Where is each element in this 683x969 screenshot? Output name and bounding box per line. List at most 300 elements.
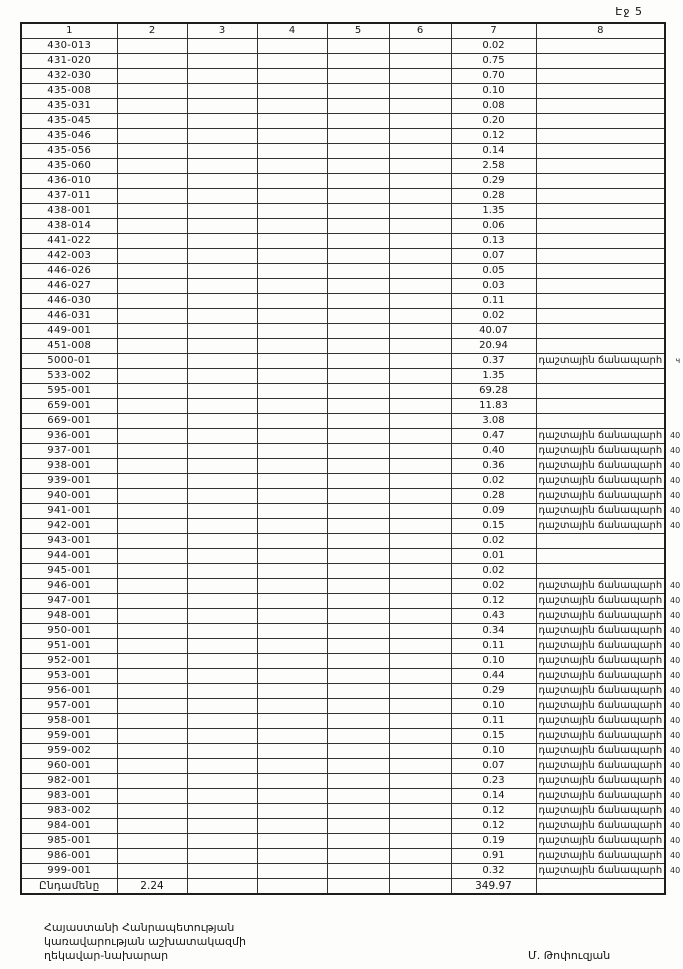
- column-header-4: 4: [257, 23, 327, 39]
- empty-cell: [257, 459, 327, 474]
- note-cell: [536, 369, 665, 384]
- empty-cell: [327, 444, 389, 459]
- code-cell: 435-060: [21, 159, 117, 174]
- note-text: դաշտային ճանապարհ: [538, 490, 663, 501]
- value-cell: 0.36: [451, 459, 536, 474]
- empty-cell: [117, 99, 187, 114]
- empty-cell: [389, 834, 451, 849]
- value-cell: 0.11: [451, 639, 536, 654]
- code-cell: 953-001: [21, 669, 117, 684]
- issuer-block: [44, 921, 246, 963]
- code-cell: 595-001: [21, 384, 117, 399]
- empty-cell: [187, 564, 257, 579]
- note-text: դաշտային ճանապարհ: [538, 835, 663, 846]
- note-cell: [536, 729, 681, 744]
- empty-cell: [187, 309, 257, 324]
- value-cell: 0.12: [451, 129, 536, 144]
- table-row: [21, 534, 665, 549]
- empty-cell: [187, 204, 257, 219]
- table-row: [21, 174, 665, 189]
- note-cell: [536, 744, 681, 759]
- empty-cell: [117, 399, 187, 414]
- issuer-line: Հայաստանի Հանրապետության: [44, 921, 235, 934]
- note-cell: [536, 834, 681, 849]
- empty-cell: [257, 219, 327, 234]
- table-row: [21, 819, 665, 834]
- empty-cell: [187, 264, 257, 279]
- note-cell: [536, 99, 665, 114]
- empty-cell: [257, 159, 327, 174]
- empty-cell: [327, 474, 389, 489]
- empty-cell: [117, 279, 187, 294]
- code-cell: 449-001: [21, 324, 117, 339]
- code-cell: 435-045: [21, 114, 117, 129]
- value-cell: 0.11: [451, 294, 536, 309]
- empty-cell: [257, 834, 327, 849]
- empty-cell: [389, 84, 451, 99]
- empty-cell: [257, 654, 327, 669]
- note-cell: [536, 429, 681, 444]
- note-cell: [536, 474, 681, 489]
- empty-cell: [327, 99, 389, 114]
- empty-cell: [389, 39, 451, 54]
- note-text: դաշտային ճանապարհ: [538, 625, 663, 636]
- empty-cell: [257, 489, 327, 504]
- empty-cell: [389, 54, 451, 69]
- empty-cell: [187, 444, 257, 459]
- table-row: [21, 294, 665, 309]
- empty-cell: [117, 429, 187, 444]
- empty-cell: [117, 204, 187, 219]
- empty-cell: [257, 879, 327, 895]
- margin-mark: 40: [669, 671, 681, 680]
- note-text: դաշտային ճանապարհ: [538, 775, 663, 786]
- empty-cell: [187, 474, 257, 489]
- table-row: [21, 804, 665, 819]
- code-cell: 959-001: [21, 729, 117, 744]
- empty-cell: [389, 474, 451, 489]
- value-cell: 11.83: [451, 399, 536, 414]
- value-cell: 0.11: [451, 714, 536, 729]
- empty-cell: [187, 114, 257, 129]
- value-cell: 0.47: [451, 429, 536, 444]
- issuer-line: կառավարության աշխատակազմի: [44, 935, 246, 948]
- note-cell: [536, 774, 681, 789]
- empty-cell: [117, 459, 187, 474]
- empty-cell: [257, 474, 327, 489]
- empty-cell: [257, 819, 327, 834]
- column-header-5: 5: [327, 23, 389, 39]
- empty-cell: [327, 399, 389, 414]
- empty-cell: [389, 204, 451, 219]
- empty-cell: [327, 744, 389, 759]
- code-cell: 945-001: [21, 564, 117, 579]
- empty-cell: [117, 174, 187, 189]
- empty-cell: [257, 324, 327, 339]
- note-cell: [536, 234, 665, 249]
- table-row: [21, 579, 665, 594]
- issuer-line: ղեկավար-նախարար: [44, 949, 169, 962]
- empty-cell: [389, 234, 451, 249]
- note-text: դաշտային ճանապարհ: [538, 640, 663, 651]
- value-cell: 0.02: [451, 534, 536, 549]
- note-cell: [536, 279, 665, 294]
- empty-cell: [187, 744, 257, 759]
- margin-mark: 40: [669, 701, 681, 710]
- value-cell: 0.05: [451, 264, 536, 279]
- empty-cell: [389, 804, 451, 819]
- code-cell: 999-001: [21, 864, 117, 879]
- empty-cell: [389, 504, 451, 519]
- note-text: դաշտային ճանապարհ: [538, 805, 663, 816]
- empty-cell: [389, 744, 451, 759]
- empty-cell: [117, 54, 187, 69]
- empty-cell: [257, 624, 327, 639]
- empty-cell: [389, 759, 451, 774]
- margin-mark: 40: [669, 461, 681, 470]
- table-row: [21, 114, 665, 129]
- code-cell: 946-001: [21, 579, 117, 594]
- empty-cell: [389, 159, 451, 174]
- empty-cell: [389, 99, 451, 114]
- empty-cell: [187, 774, 257, 789]
- empty-cell: [117, 519, 187, 534]
- empty-cell: [327, 849, 389, 864]
- table-row: [21, 39, 665, 54]
- empty-cell: [389, 879, 451, 895]
- code-cell: 533-002: [21, 369, 117, 384]
- empty-cell: [389, 579, 451, 594]
- note-text: դաշտային ճանապարհ: [538, 505, 663, 516]
- empty-cell: [257, 729, 327, 744]
- empty-cell: [187, 399, 257, 414]
- table-row: [21, 864, 665, 879]
- code-cell: 669-001: [21, 414, 117, 429]
- value-cell: 0.07: [451, 759, 536, 774]
- code-cell: 441-022: [21, 234, 117, 249]
- note-text: դաշտային ճանապարհ: [538, 460, 663, 471]
- margin-mark: 40: [669, 836, 681, 845]
- empty-cell: [327, 759, 389, 774]
- value-cell: 1.35: [451, 204, 536, 219]
- empty-cell: [187, 879, 257, 895]
- empty-cell: [257, 249, 327, 264]
- empty-cell: [257, 504, 327, 519]
- table-row: [21, 309, 665, 324]
- empty-cell: [117, 534, 187, 549]
- value-cell: 0.28: [451, 489, 536, 504]
- empty-cell: [187, 249, 257, 264]
- value-cell: 0.15: [451, 729, 536, 744]
- empty-cell: [117, 849, 187, 864]
- note-text: դաշտային ճանապարհ: [538, 850, 663, 861]
- empty-cell: [327, 804, 389, 819]
- empty-cell: [389, 189, 451, 204]
- value-cell: 40.07: [451, 324, 536, 339]
- note-cell: [536, 174, 665, 189]
- note-cell: [536, 219, 665, 234]
- code-cell: 451-008: [21, 339, 117, 354]
- note-cell: [536, 849, 681, 864]
- empty-cell: [257, 849, 327, 864]
- empty-cell: [117, 579, 187, 594]
- empty-cell: [327, 879, 389, 895]
- note-text: դաշտային ճանապարհ: [538, 475, 663, 486]
- empty-cell: [187, 849, 257, 864]
- value-cell: 0.29: [451, 684, 536, 699]
- empty-cell: [117, 354, 187, 369]
- note-cell: [536, 84, 665, 99]
- empty-cell: [257, 534, 327, 549]
- code-cell: 986-001: [21, 849, 117, 864]
- empty-cell: [117, 69, 187, 84]
- empty-cell: [257, 144, 327, 159]
- empty-cell: [117, 384, 187, 399]
- empty-cell: [187, 84, 257, 99]
- empty-cell: [187, 504, 257, 519]
- empty-cell: [257, 864, 327, 879]
- value-cell: 0.12: [451, 819, 536, 834]
- empty-cell: [389, 144, 451, 159]
- empty-cell: [257, 519, 327, 534]
- note-cell: [536, 354, 681, 369]
- margin-mark: 40: [669, 431, 681, 440]
- empty-cell: [257, 684, 327, 699]
- empty-cell: [187, 339, 257, 354]
- note-cell: [536, 609, 681, 624]
- signature: Մ. Թոփուզյան: [528, 949, 611, 962]
- empty-cell: [117, 819, 187, 834]
- empty-cell: [117, 474, 187, 489]
- code-cell: 983-001: [21, 789, 117, 804]
- note-cell: [536, 714, 681, 729]
- empty-cell: [117, 369, 187, 384]
- code-cell: 960-001: [21, 759, 117, 774]
- header-row: [21, 23, 665, 39]
- empty-cell: [117, 669, 187, 684]
- empty-cell: [187, 189, 257, 204]
- empty-cell: [117, 39, 187, 54]
- code-cell: 939-001: [21, 474, 117, 489]
- value-cell: 0.10: [451, 84, 536, 99]
- table-row: [21, 264, 665, 279]
- table-row: [21, 849, 665, 864]
- table-row: [21, 204, 665, 219]
- empty-cell: [327, 279, 389, 294]
- table-row: [21, 774, 665, 789]
- table-row: [21, 219, 665, 234]
- empty-cell: [327, 174, 389, 189]
- empty-cell: [187, 579, 257, 594]
- empty-cell: [257, 594, 327, 609]
- empty-cell: [117, 714, 187, 729]
- empty-cell: [389, 324, 451, 339]
- note-text: դաշտային ճանապարհ: [538, 580, 663, 591]
- table-row: [21, 54, 665, 69]
- empty-cell: [117, 609, 187, 624]
- empty-cell: [187, 129, 257, 144]
- empty-cell: [187, 534, 257, 549]
- empty-cell: [327, 219, 389, 234]
- empty-cell: [327, 579, 389, 594]
- empty-cell: [187, 654, 257, 669]
- empty-cell: [117, 759, 187, 774]
- note-text: դաշտային ճանապարհ: [538, 520, 663, 531]
- table-row: [21, 249, 665, 264]
- margin-mark: 40: [669, 851, 681, 860]
- table-row: [21, 414, 665, 429]
- empty-cell: [389, 684, 451, 699]
- empty-cell: [187, 354, 257, 369]
- empty-cell: [117, 804, 187, 819]
- empty-cell: [117, 189, 187, 204]
- empty-cell: [327, 699, 389, 714]
- empty-cell: [389, 864, 451, 879]
- total-row: [21, 879, 665, 895]
- empty-cell: [327, 549, 389, 564]
- value-cell: 0.02: [451, 39, 536, 54]
- empty-cell: [257, 39, 327, 54]
- empty-cell: [257, 414, 327, 429]
- table-row: [21, 789, 665, 804]
- empty-cell: [117, 84, 187, 99]
- code-cell: 956-001: [21, 684, 117, 699]
- empty-cell: [187, 384, 257, 399]
- value-cell: 0.10: [451, 744, 536, 759]
- empty-cell: [389, 594, 451, 609]
- margin-mark: 40: [669, 806, 681, 815]
- note-cell: [536, 459, 681, 474]
- table-row: [21, 504, 665, 519]
- empty-cell: [257, 174, 327, 189]
- value-cell: 0.28: [451, 189, 536, 204]
- empty-cell: [187, 99, 257, 114]
- table-row: [21, 459, 665, 474]
- empty-cell: [117, 129, 187, 144]
- note-text: դաշտային ճանապարհ: [538, 715, 663, 726]
- empty-cell: [327, 129, 389, 144]
- value-cell: 0.91: [451, 849, 536, 864]
- table-row: [21, 69, 665, 84]
- empty-cell: [187, 624, 257, 639]
- empty-cell: [187, 639, 257, 654]
- table-row: [21, 369, 665, 384]
- table-row: [21, 699, 665, 714]
- value-cell: 349.97: [451, 879, 536, 895]
- empty-cell: [389, 639, 451, 654]
- margin-mark: 40: [669, 491, 681, 500]
- empty-cell: [389, 294, 451, 309]
- value-cell: 0.12: [451, 804, 536, 819]
- empty-cell: [389, 609, 451, 624]
- empty-cell: [257, 294, 327, 309]
- empty-cell: [257, 129, 327, 144]
- empty-cell: [117, 789, 187, 804]
- empty-cell: [327, 654, 389, 669]
- table-row: [21, 99, 665, 114]
- data-table: [20, 22, 681, 895]
- value-cell: 0.20: [451, 114, 536, 129]
- empty-cell: [117, 654, 187, 669]
- empty-cell: [389, 459, 451, 474]
- empty-cell: [257, 639, 327, 654]
- value-cell: 0.06: [451, 219, 536, 234]
- note-text: դաշտային ճանապարհ: [538, 745, 663, 756]
- table-row: [21, 609, 665, 624]
- margin-mark: 40: [669, 731, 681, 740]
- code-cell: 436-010: [21, 174, 117, 189]
- empty-cell: [187, 609, 257, 624]
- note-cell: [536, 759, 681, 774]
- note-text: դաշտային ճանապարհ: [538, 820, 663, 831]
- empty-cell: [187, 414, 257, 429]
- note-text: դաշտային ճանապարհ: [538, 730, 663, 741]
- empty-cell: [257, 669, 327, 684]
- table-row: [21, 159, 665, 174]
- margin-mark: 40: [669, 716, 681, 725]
- empty-cell: [257, 99, 327, 114]
- value-cell: 3.08: [451, 414, 536, 429]
- empty-cell: [117, 234, 187, 249]
- value-cell: 0.19: [451, 834, 536, 849]
- code-cell: 937-001: [21, 444, 117, 459]
- table-row: [21, 639, 665, 654]
- empty-cell: [327, 489, 389, 504]
- code-cell: 435-046: [21, 129, 117, 144]
- empty-cell: [187, 834, 257, 849]
- empty-cell: [187, 789, 257, 804]
- value-cell: 0.02: [451, 564, 536, 579]
- margin-mark: ч: [675, 356, 681, 365]
- note-text: դաշտային ճանապարհ: [538, 445, 663, 456]
- note-text: դաշտային ճանապարհ: [538, 430, 663, 441]
- code-cell: 438-014: [21, 219, 117, 234]
- empty-cell: [257, 54, 327, 69]
- empty-cell: [327, 789, 389, 804]
- value-cell: 20.94: [451, 339, 536, 354]
- table-row: [21, 129, 665, 144]
- empty-cell: [187, 714, 257, 729]
- code-cell: 430-013: [21, 39, 117, 54]
- code-cell: 446-030: [21, 294, 117, 309]
- empty-cell: [327, 234, 389, 249]
- note-cell: [536, 54, 665, 69]
- table-row: [21, 519, 665, 534]
- code-cell: 437-011: [21, 189, 117, 204]
- table-row: [21, 429, 665, 444]
- empty-cell: [257, 804, 327, 819]
- empty-cell: [187, 684, 257, 699]
- margin-mark: 40: [669, 506, 681, 515]
- empty-cell: [327, 594, 389, 609]
- code-cell: Ընդամենը: [21, 879, 117, 895]
- empty-cell: [187, 864, 257, 879]
- value-cell: 0.02: [451, 474, 536, 489]
- empty-cell: [257, 579, 327, 594]
- empty-cell: [117, 144, 187, 159]
- code-cell: 984-001: [21, 819, 117, 834]
- code-cell: 947-001: [21, 594, 117, 609]
- note-cell: [536, 414, 665, 429]
- note-cell: [536, 264, 665, 279]
- note-cell: [536, 579, 681, 594]
- code-cell: 950-001: [21, 624, 117, 639]
- empty-cell: [187, 279, 257, 294]
- empty-cell: [257, 699, 327, 714]
- note-text: դաշտային ճանապարհ: [538, 685, 663, 696]
- empty-cell: [257, 759, 327, 774]
- empty-cell: [327, 369, 389, 384]
